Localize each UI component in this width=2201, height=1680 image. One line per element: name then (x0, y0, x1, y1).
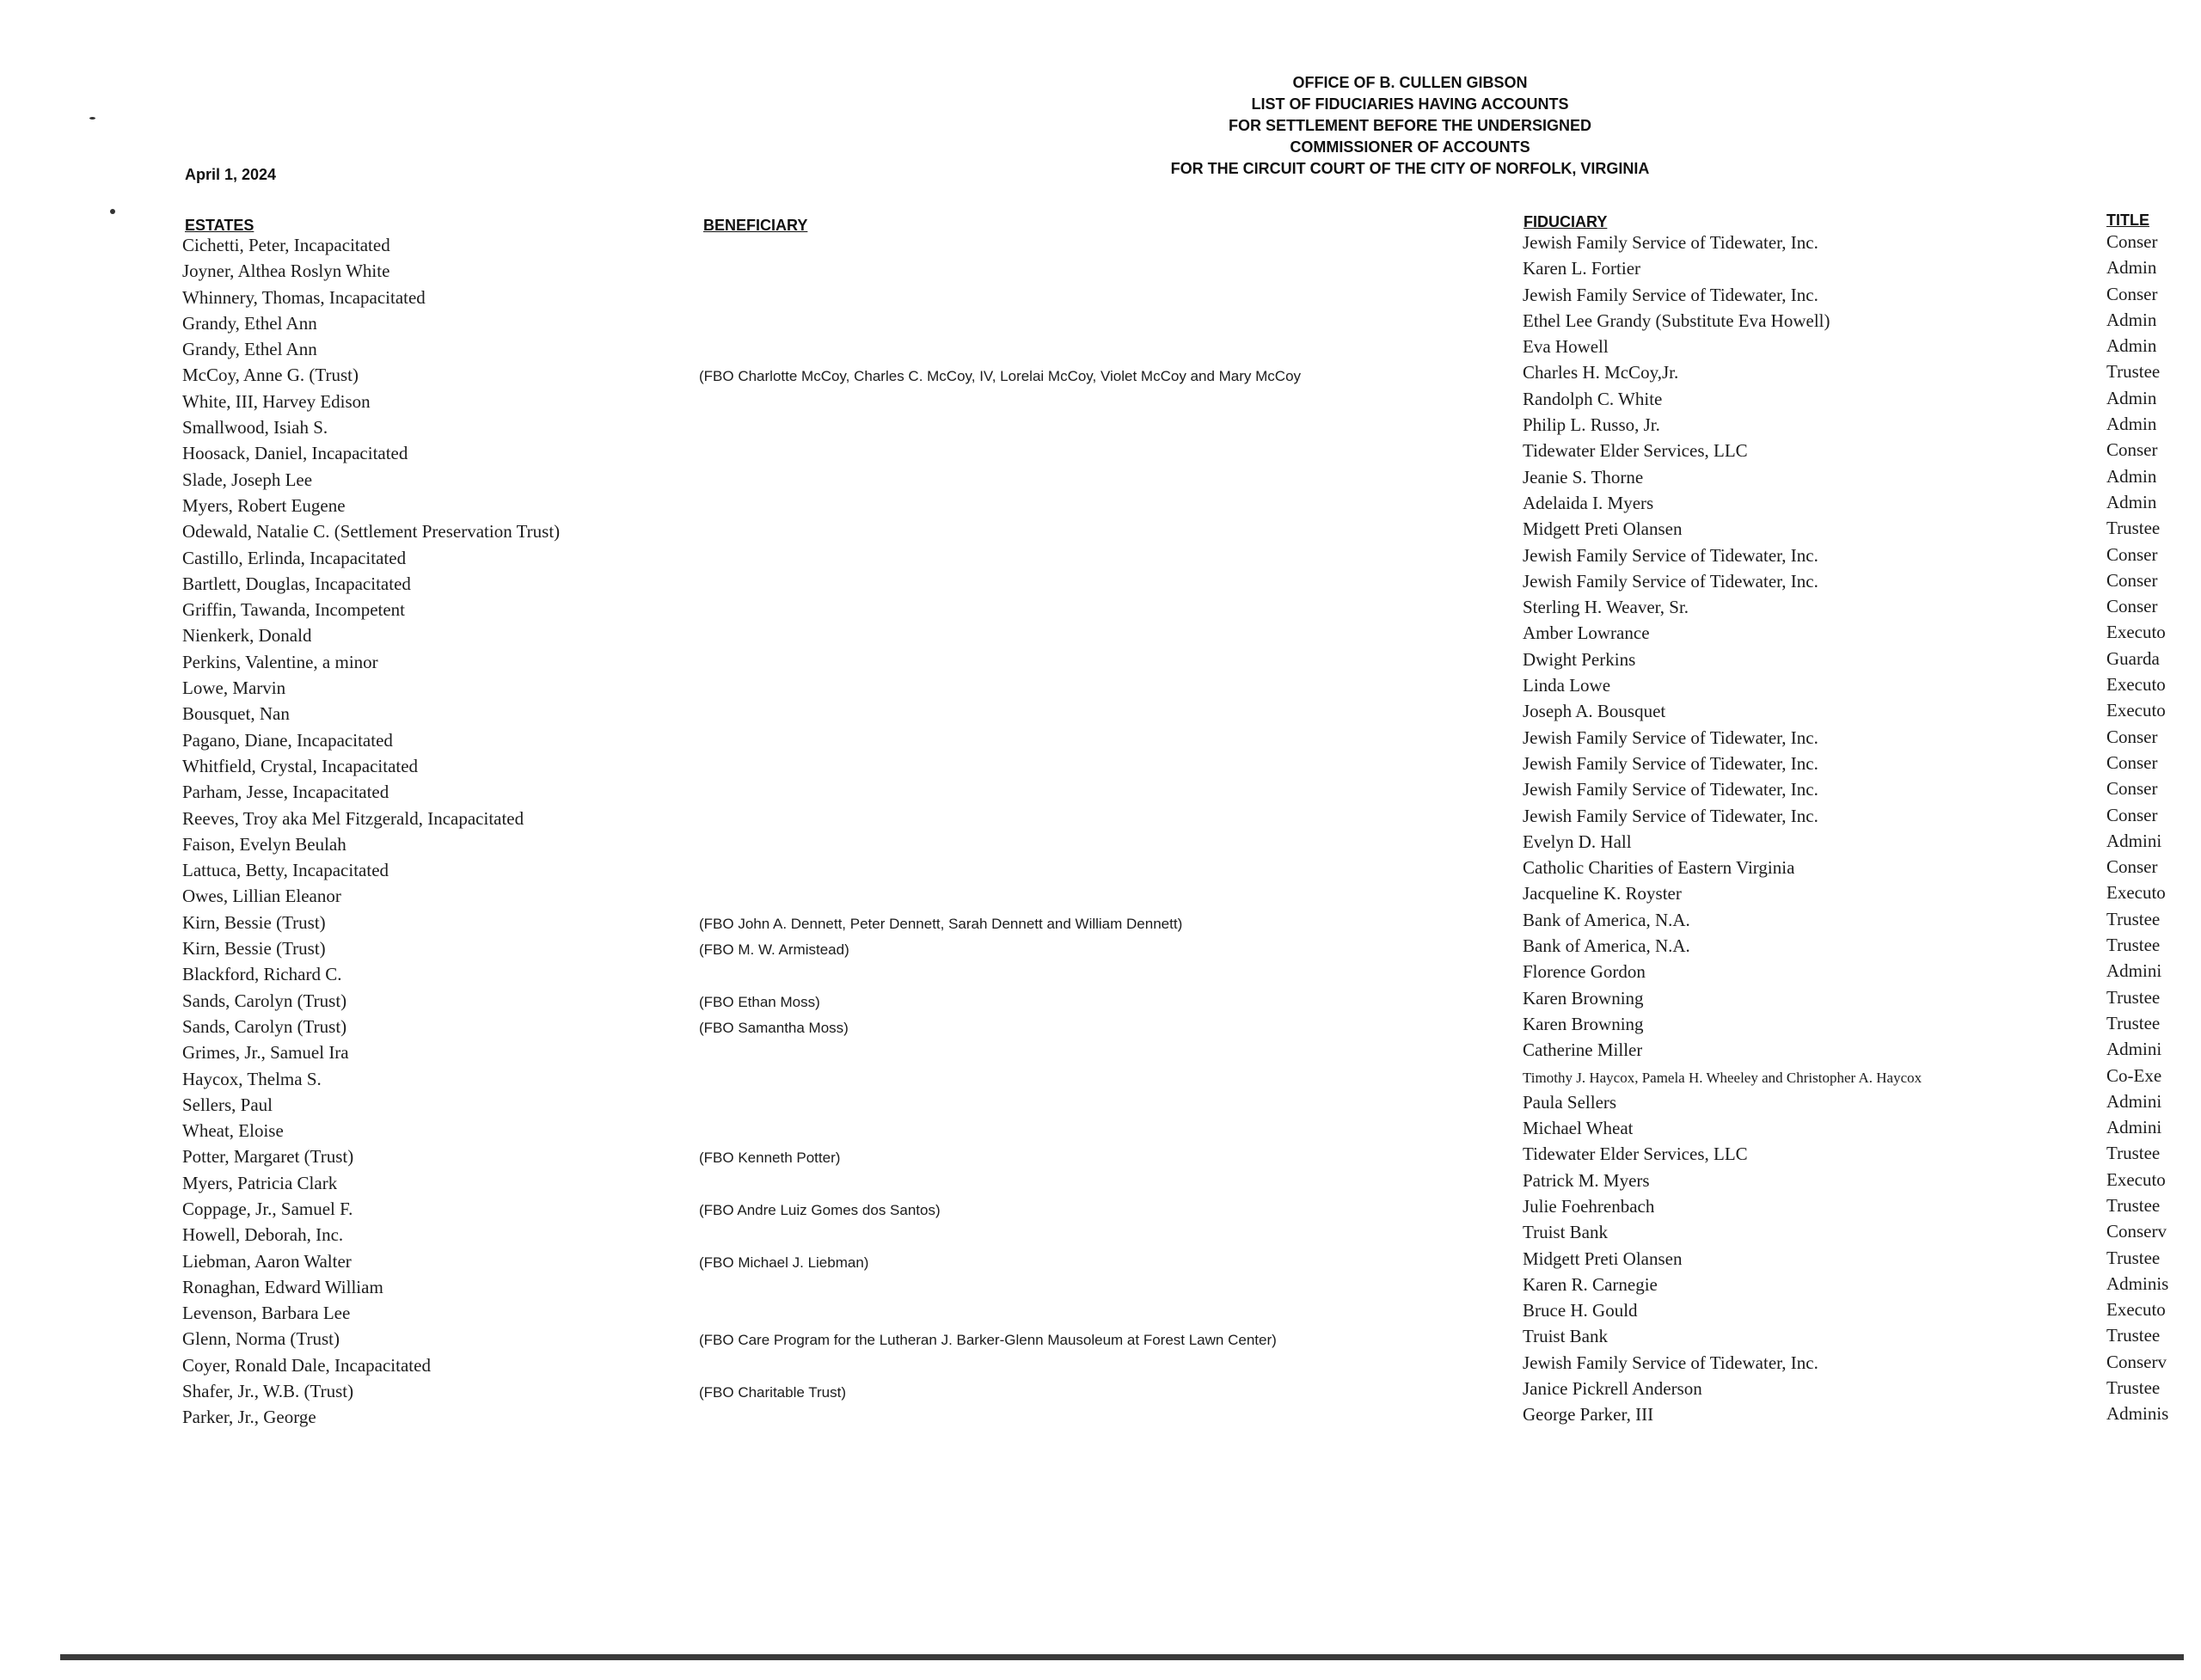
beneficiary-cell: (FBO Charitable Trust) (699, 1384, 846, 1401)
scan-speck (89, 117, 95, 120)
table-row (0, 1272, 2201, 1303)
table-row (0, 882, 2201, 911)
fiduciary-cell: Karen L. Fortier (1523, 258, 1641, 279)
estate-cell: Pagano, Diane, Incapacitated (182, 729, 393, 751)
estate-cell: Lattuca, Betty, Incapacitated (182, 860, 389, 881)
table-row (0, 1221, 2201, 1250)
title-cell: Conser (2106, 804, 2158, 825)
fiduciary-cell: Karen Browning (1523, 987, 1644, 1009)
table-row (0, 1403, 2201, 1432)
title-cell: Admin (2106, 309, 2157, 330)
title-cell: Conser (2106, 751, 2158, 773)
estate-cell: Haycox, Thelma S. (182, 1068, 322, 1089)
table-row (0, 908, 2201, 938)
fiduciary-cell: Jewish Family Service of Tidewater, Inc. (1523, 727, 1818, 748)
fiduciary-cell: Randolph C. White (1523, 388, 1663, 409)
estate-cell: Grimes, Jr., Samuel Ira (182, 1042, 349, 1064)
beneficiary-cell: (FBO Andre Luiz Gomes dos Santos) (699, 1201, 941, 1218)
fiduciary-cell: Jewish Family Service of Tidewater, Inc. (1523, 752, 1818, 774)
table-row (0, 935, 2201, 964)
table-row (0, 257, 2201, 286)
title-cell: Conser (2106, 439, 2158, 461)
fiduciary-list (0, 231, 2201, 1433)
beneficiary-cell: (FBO Ethan Moss) (699, 993, 820, 1010)
fiduciary-cell: Midgett Preti Olansen (1523, 518, 1683, 540)
fiduciary-cell: Bruce H. Gould (1523, 1300, 1638, 1321)
title-cell: Trustee (2106, 1247, 2161, 1268)
fiduciary-cell: Linda Lowe (1523, 675, 1611, 696)
estate-cell: Kirn, Bessie (Trust) (182, 938, 326, 960)
fiduciary-cell: Jewish Family Service of Tidewater, Inc. (1523, 1352, 1818, 1373)
title-cell: Admini (2106, 960, 2162, 982)
table-row (0, 986, 2201, 1016)
table-row (0, 1325, 2201, 1354)
fiduciary-cell: Jewish Family Service of Tidewater, Inc. (1523, 779, 1818, 800)
estate-cell: Shafer, Jr., W.B. (Trust) (182, 1381, 354, 1402)
header-line: LIST OF FIDUCIARIES HAVING ACCOUNTS (1251, 95, 1569, 113)
beneficiary-cell: (FBO M. W. Armistead) (699, 941, 849, 959)
title-cell: Co-Exe (2106, 1064, 2162, 1086)
column-header-fiduciary: FIDUCIARY (1524, 213, 1608, 230)
estate-cell: Joyner, Althea Roslyn White (182, 261, 390, 282)
table-row (0, 751, 2201, 782)
table-row (0, 283, 2201, 313)
table-row (0, 960, 2201, 990)
table-row (0, 1012, 2201, 1042)
title-cell: Conser (2106, 569, 2158, 591)
table-row (0, 1377, 2201, 1407)
estate-cell: Lowe, Marvin (182, 678, 286, 699)
estate-cell: Coppage, Jr., Samuel F. (182, 1198, 353, 1219)
table-row (0, 1168, 2201, 1199)
estate-cell: Hoosack, Daniel, Incapacitated (182, 443, 408, 464)
estate-cell: Faison, Evelyn Beulah (182, 833, 346, 855)
estate-cell: Odewald, Natalie C. (Settlement Preservation Trust) (182, 521, 561, 543)
fiduciary-cell: Sterling H. Weaver, Sr. (1523, 597, 1689, 618)
estate-cell: Coyer, Ronald Dale, Incapacitated (182, 1354, 431, 1376)
title-cell: Conser (2106, 231, 2158, 252)
fiduciary-cell: George Parker, III (1523, 1404, 1654, 1426)
fiduciary-cell: Amber Lowrance (1523, 622, 1650, 644)
title-cell: Admin (2106, 465, 2157, 487)
estate-cell: Reeves, Troy aka Mel Fitzgerald, Incapacitated (182, 807, 524, 829)
beneficiary-cell: (FBO Charlotte McCoy, Charles C. McCoy, IV, Lorelai McCoy, Violet McCoy and Mary McCoy (699, 368, 1302, 385)
title-cell: Executo (2106, 1299, 2166, 1321)
estate-cell: Grandy, Ethel Ann (182, 312, 317, 334)
fiduciary-cell: Karen Browning (1523, 1013, 1644, 1034)
estate-cell: Sands, Carolyn (Trust) (182, 1015, 347, 1037)
fiduciary-cell: Dwight Perkins (1523, 648, 1636, 670)
title-cell: Admin (2106, 414, 2157, 435)
estate-cell: Castillo, Erlinda, Incapacitated (182, 547, 407, 568)
table-row (0, 231, 2201, 261)
fiduciary-cell: Tidewater Elder Services, LLC (1523, 440, 1748, 462)
beneficiary-cell: (FBO Kenneth Potter) (699, 1150, 841, 1167)
table-row (0, 569, 2201, 599)
title-cell: Adminis (2106, 1272, 2169, 1294)
fiduciary-cell: Michael Wheat (1523, 1118, 1634, 1139)
table-row (0, 1090, 2201, 1120)
fiduciary-cell: Florence Gordon (1523, 961, 1646, 983)
header-line: FOR THE CIRCUIT COURT OF THE CITY OF NORFOLK, VIRGINIA (1170, 160, 1650, 177)
estate-cell: Whitfield, Crystal, Incapacitated (182, 755, 419, 776)
table-row (0, 335, 2201, 365)
fiduciary-cell: Paula Sellers (1523, 1091, 1617, 1113)
table-row (0, 1143, 2201, 1172)
bottom-rule (60, 1654, 2184, 1660)
fiduciary-cell: Charles H. McCoy,Jr. (1523, 362, 1679, 383)
table-row (0, 830, 2201, 860)
table-row (0, 1039, 2201, 1068)
title-cell: Trustee (2106, 1194, 2161, 1216)
title-cell: Trustee (2106, 935, 2161, 956)
estate-cell: Owes, Lillian Eleanor (182, 886, 341, 907)
title-cell: Admin (2106, 491, 2157, 512)
title-cell: Trustee (2106, 361, 2161, 383)
estate-cell: Potter, Margaret (Trust) (182, 1146, 354, 1168)
fiduciary-cell: Jewish Family Service of Tidewater, Inc. (1523, 284, 1818, 305)
title-cell: Conser (2106, 778, 2158, 800)
estate-cell: Slade, Joseph Lee (182, 469, 313, 490)
table-row (0, 361, 2201, 390)
title-cell: Conser (2106, 726, 2158, 747)
title-cell: Admini (2106, 1039, 2162, 1060)
table-row (0, 856, 2201, 886)
estate-cell: Levenson, Barbara Lee (182, 1303, 351, 1324)
estate-cell: Grandy, Ethel Ann (182, 339, 317, 360)
estate-cell: Blackford, Richard C. (182, 964, 342, 985)
title-cell: Executo (2106, 674, 2166, 696)
table-row (0, 1117, 2201, 1146)
beneficiary-cell: (FBO Michael J. Liebman) (699, 1254, 869, 1271)
fiduciary-cell: Timothy J. Haycox, Pamela H. Wheeley and Christopher A. Haycox (1523, 1069, 1922, 1086)
title-cell: Conser (2106, 283, 2158, 304)
table-row (0, 700, 2201, 729)
table-row (0, 674, 2201, 703)
fiduciary-cell: Truist Bank (1523, 1222, 1609, 1243)
title-cell: Admini (2106, 1117, 2162, 1138)
title-cell: Conserv (2106, 1221, 2167, 1242)
fiduciary-cell: Joseph A. Bousquet (1523, 701, 1666, 722)
title-cell: Admin (2106, 335, 2157, 357)
table-row (0, 726, 2201, 756)
title-cell: Executo (2106, 700, 2166, 721)
fiduciary-cell: Karen R. Carnegie (1523, 1273, 1658, 1295)
table-row (0, 1194, 2201, 1224)
title-cell: Admini (2106, 830, 2162, 851)
header-line: OFFICE OF B. CULLEN GIBSON (1292, 74, 1528, 91)
estate-cell: Myers, Patricia Clark (182, 1172, 338, 1193)
table-row (0, 1064, 2201, 1094)
title-cell: Conser (2106, 856, 2158, 878)
estate-cell: Bousquet, Nan (182, 703, 290, 725)
estate-cell: Bartlett, Douglas, Incapacitated (182, 573, 411, 594)
title-cell: Executo (2106, 882, 2166, 904)
title-cell: Admin (2106, 257, 2157, 279)
estate-cell: Kirn, Bessie (Trust) (182, 911, 326, 933)
fiduciary-cell: Bank of America, N.A. (1523, 935, 1690, 957)
fiduciary-cell: Tidewater Elder Services, LLC (1523, 1144, 1748, 1165)
table-row (0, 647, 2201, 678)
header-line: FOR SETTLEMENT BEFORE THE UNDERSIGNED (1228, 117, 1591, 134)
table-row (0, 465, 2201, 495)
estate-cell: Cichetti, Peter, Incapacitated (182, 235, 390, 255)
beneficiary-cell: (FBO John A. Dennett, Peter Dennett, Sarah Dennett and William Dennett) (699, 915, 1183, 932)
table-row (0, 543, 2201, 573)
title-cell: Conserv (2106, 1351, 2167, 1372)
fiduciary-cell: Eva Howell (1523, 336, 1609, 358)
estate-cell: Myers, Robert Eugene (182, 494, 346, 516)
table-row (0, 309, 2201, 339)
fiduciary-cell: Jacqueline K. Royster (1523, 883, 1682, 904)
estate-cell: Parham, Jesse, Incapacitated (182, 782, 389, 803)
title-cell: Adminis (2106, 1403, 2169, 1425)
fiduciary-cell: Jewish Family Service of Tidewater, Inc. (1523, 805, 1818, 826)
estate-cell: Smallwood, Isiah S. (182, 417, 328, 438)
fiduciary-cell: Catherine Miller (1523, 1039, 1643, 1061)
column-header-title: TITLE (2106, 212, 2149, 229)
column-header-beneficiary: BENEFICIARY (703, 217, 808, 234)
document-date: April 1, 2024 (185, 166, 277, 183)
estate-cell: Ronaghan, Edward William (182, 1276, 383, 1297)
fiduciary-cell: Adelaida I. Myers (1523, 492, 1654, 513)
estate-cell: Parker, Jr., George (182, 1407, 316, 1428)
estate-cell: Perkins, Valentine, a minor (182, 651, 378, 672)
title-cell: Admini (2106, 1090, 2162, 1112)
fiduciary-cell: Janice Pickrell Anderson (1523, 1378, 1702, 1400)
fiduciary-cell: Ethel Lee Grandy (Substitute Eva Howell) (1523, 310, 1830, 331)
title-cell: Executo (2106, 622, 2166, 643)
table-row (0, 804, 2201, 834)
title-cell: Executo (2106, 1168, 2166, 1190)
fiduciary-cell: Jewish Family Service of Tidewater, Inc. (1523, 570, 1818, 592)
estate-cell: Whinnery, Thomas, Incapacitated (182, 286, 426, 308)
title-cell: Trustee (2106, 518, 2161, 539)
fiduciary-cell: Jewish Family Service of Tidewater, Inc. (1523, 544, 1818, 566)
table-row (0, 1247, 2201, 1277)
estate-cell: Sellers, Paul (182, 1094, 273, 1115)
fiduciary-cell: Catholic Charities of Eastern Virginia (1523, 857, 1795, 879)
title-cell: Admin (2106, 387, 2157, 408)
fiduciary-cell: Midgett Preti Olansen (1523, 1248, 1683, 1269)
table-row (0, 414, 2201, 443)
estate-cell: Glenn, Norma (Trust) (182, 1328, 340, 1350)
title-cell: Trustee (2106, 1377, 2161, 1399)
fiduciary-cell: Evelyn D. Hall (1523, 831, 1632, 852)
table-row (0, 491, 2201, 521)
fiduciary-cell: Bank of America, N.A. (1523, 909, 1690, 930)
table-row (0, 778, 2201, 807)
beneficiary-cell: (FBO Samantha Moss) (699, 1019, 849, 1036)
estate-cell: McCoy, Anne G. (Trust) (182, 365, 359, 386)
fiduciary-cell: Julie Foehrenbach (1523, 1195, 1655, 1217)
title-cell: Conser (2106, 543, 2158, 565)
title-cell: Trustee (2106, 1012, 2161, 1033)
table-row (0, 596, 2201, 625)
fiduciary-cell: Jewish Family Service of Tidewater, Inc. (1523, 232, 1818, 253)
table-row (0, 1299, 2201, 1328)
title-cell: Trustee (2106, 908, 2161, 929)
estate-cell: Sands, Carolyn (Trust) (182, 990, 347, 1011)
header-line: COMMISSIONER OF ACCOUNTS (1290, 138, 1530, 156)
fiduciary-cell: Truist Bank (1523, 1326, 1609, 1347)
fiduciary-cell: Patrick M. Myers (1523, 1169, 1650, 1191)
table-row (0, 1351, 2201, 1381)
table-row (0, 387, 2201, 417)
scan-speck (110, 209, 115, 214)
table-row (0, 518, 2201, 547)
table-row (0, 439, 2201, 469)
estate-cell: White, III, Harvey Edison (182, 390, 371, 412)
title-cell: Trustee (2106, 1325, 2161, 1346)
estate-cell: Wheat, Eloise (182, 1120, 284, 1142)
fiduciary-cell: Jeanie S. Thorne (1523, 466, 1644, 487)
document-header (1058, 72, 1763, 180)
estate-cell: Liebman, Aaron Walter (182, 1250, 352, 1272)
fiduciary-cell: Philip L. Russo, Jr. (1523, 414, 1660, 436)
title-cell: Conser (2106, 596, 2158, 617)
estate-cell: Howell, Deborah, Inc. (182, 1224, 344, 1246)
title-cell: Trustee (2106, 1143, 2161, 1164)
estate-cell: Griffin, Tawanda, Incompetent (182, 599, 406, 621)
title-cell: Guarda (2106, 647, 2160, 669)
beneficiary-cell: (FBO Care Program for the Lutheran J. Barker-Glenn Mausoleum at Forest Lawn Center) (699, 1332, 1277, 1349)
table-row (0, 622, 2201, 651)
estate-cell: Nienkerk, Donald (182, 625, 312, 647)
title-cell: Trustee (2106, 986, 2161, 1008)
column-header-estates: ESTATES (185, 217, 254, 234)
